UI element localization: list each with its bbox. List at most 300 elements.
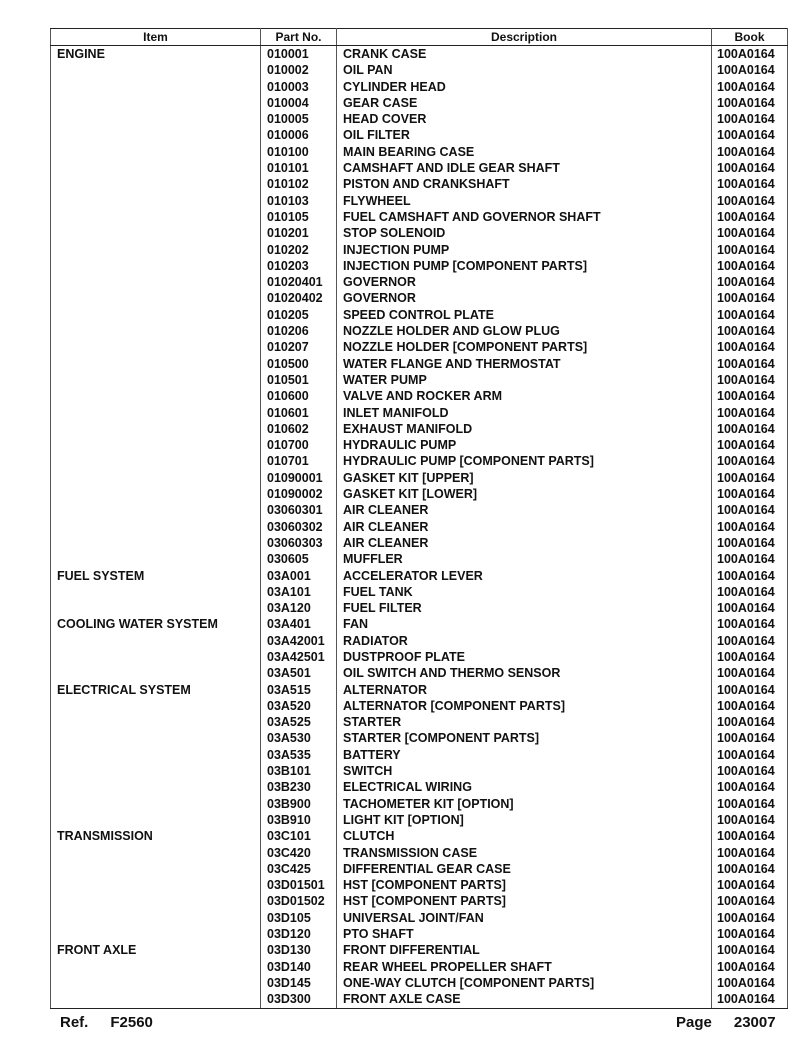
cell-part-no: 010003 bbox=[261, 79, 337, 95]
cell-item bbox=[51, 551, 261, 567]
cell-description: AIR CLEANER bbox=[337, 535, 712, 551]
cell-description: DIFFERENTIAL GEAR CASE bbox=[337, 861, 712, 877]
cell-description: EXHAUST MANIFOLD bbox=[337, 421, 712, 437]
cell-description: ALTERNATOR [COMPONENT PARTS] bbox=[337, 698, 712, 714]
table-row bbox=[51, 796, 788, 812]
cell-book: 100A0164 bbox=[712, 910, 788, 926]
cell-part-no: 03D120 bbox=[261, 926, 337, 942]
cell-item: COOLING WATER SYSTEM bbox=[51, 616, 261, 632]
cell-description: STOP SOLENOID bbox=[337, 225, 712, 241]
cell-description: PTO SHAFT bbox=[337, 926, 712, 942]
cell-description: FUEL CAMSHAFT AND GOVERNOR SHAFT bbox=[337, 209, 712, 225]
cell-part-no: 03060303 bbox=[261, 535, 337, 551]
cell-part-no: 010105 bbox=[261, 209, 337, 225]
cell-part-no: 010202 bbox=[261, 242, 337, 258]
cell-description: GOVERNOR bbox=[337, 290, 712, 306]
table-row bbox=[51, 893, 788, 909]
cell-book: 100A0164 bbox=[712, 62, 788, 78]
cell-description: ACCELERATOR LEVER bbox=[337, 568, 712, 584]
cell-part-no: 010601 bbox=[261, 405, 337, 421]
cell-part-no: 010600 bbox=[261, 388, 337, 404]
cell-part-no: 03A42501 bbox=[261, 649, 337, 665]
cell-book: 100A0164 bbox=[712, 877, 788, 893]
cell-item bbox=[51, 763, 261, 779]
cell-book: 100A0164 bbox=[712, 79, 788, 95]
cell-description: CRANK CASE bbox=[337, 46, 712, 63]
cell-part-no: 010103 bbox=[261, 193, 337, 209]
table-row bbox=[51, 486, 788, 502]
footer-ref bbox=[60, 1014, 153, 1031]
cell-item bbox=[51, 176, 261, 192]
cell-part-no: 03A530 bbox=[261, 730, 337, 746]
cell-item bbox=[51, 62, 261, 78]
cell-description: OIL FILTER bbox=[337, 127, 712, 143]
footer-page bbox=[676, 1014, 776, 1031]
cell-part-no: 03D130 bbox=[261, 942, 337, 958]
table-row bbox=[51, 46, 788, 63]
cell-book: 100A0164 bbox=[712, 893, 788, 909]
header-item: Item bbox=[51, 29, 261, 46]
cell-description: GOVERNOR bbox=[337, 274, 712, 290]
cell-description: CAMSHAFT AND IDLE GEAR SHAFT bbox=[337, 160, 712, 176]
table-row bbox=[51, 453, 788, 469]
cell-description: ELECTRICAL WIRING bbox=[337, 779, 712, 795]
cell-item bbox=[51, 372, 261, 388]
table-row bbox=[51, 779, 788, 795]
cell-item bbox=[51, 111, 261, 127]
cell-description: FLYWHEEL bbox=[337, 193, 712, 209]
table-row bbox=[51, 339, 788, 355]
cell-book: 100A0164 bbox=[712, 975, 788, 991]
header-part-no: Part No. bbox=[261, 29, 337, 46]
cell-book: 100A0164 bbox=[712, 568, 788, 584]
table-row bbox=[51, 763, 788, 779]
cell-item bbox=[51, 144, 261, 160]
cell-description: LIGHT KIT [OPTION] bbox=[337, 812, 712, 828]
cell-description: FAN bbox=[337, 616, 712, 632]
cell-part-no: 010006 bbox=[261, 127, 337, 143]
table-row bbox=[51, 959, 788, 975]
table-row bbox=[51, 600, 788, 616]
cell-book: 100A0164 bbox=[712, 698, 788, 714]
cell-description: OIL SWITCH AND THERMO SENSOR bbox=[337, 665, 712, 681]
table-row bbox=[51, 828, 788, 844]
cell-description: SWITCH bbox=[337, 763, 712, 779]
cell-description: VALVE AND ROCKER ARM bbox=[337, 388, 712, 404]
table-row bbox=[51, 730, 788, 746]
cell-item bbox=[51, 519, 261, 535]
cell-part-no: 03D105 bbox=[261, 910, 337, 926]
cell-part-no: 03A401 bbox=[261, 616, 337, 632]
cell-description: SPEED CONTROL PLATE bbox=[337, 307, 712, 323]
cell-book: 100A0164 bbox=[712, 779, 788, 795]
table-row bbox=[51, 519, 788, 535]
cell-item bbox=[51, 633, 261, 649]
cell-item bbox=[51, 307, 261, 323]
cell-book: 100A0164 bbox=[712, 470, 788, 486]
cell-book: 100A0164 bbox=[712, 95, 788, 111]
cell-book: 100A0164 bbox=[712, 274, 788, 290]
cell-item: TRANSMISSION bbox=[51, 828, 261, 844]
cell-part-no: 010004 bbox=[261, 95, 337, 111]
cell-description: BATTERY bbox=[337, 747, 712, 763]
cell-description: INJECTION PUMP bbox=[337, 242, 712, 258]
cell-item bbox=[51, 747, 261, 763]
table-row bbox=[51, 845, 788, 861]
cell-part-no: 03A42001 bbox=[261, 633, 337, 649]
cell-description: HYDRAULIC PUMP bbox=[337, 437, 712, 453]
table-row bbox=[51, 372, 788, 388]
cell-item bbox=[51, 388, 261, 404]
cell-book: 100A0164 bbox=[712, 926, 788, 942]
cell-description: FUEL TANK bbox=[337, 584, 712, 600]
cell-description: FUEL FILTER bbox=[337, 600, 712, 616]
parts-table bbox=[50, 28, 788, 1009]
cell-book: 100A0164 bbox=[712, 812, 788, 828]
cell-part-no: 03C101 bbox=[261, 828, 337, 844]
cell-book: 100A0164 bbox=[712, 991, 788, 1008]
cell-item bbox=[51, 225, 261, 241]
cell-description: RADIATOR bbox=[337, 633, 712, 649]
cell-part-no: 010207 bbox=[261, 339, 337, 355]
table-body bbox=[51, 46, 788, 1009]
table-row bbox=[51, 388, 788, 404]
table-row bbox=[51, 502, 788, 518]
cell-book: 100A0164 bbox=[712, 339, 788, 355]
cell-part-no: 03D145 bbox=[261, 975, 337, 991]
cell-part-no: 010203 bbox=[261, 258, 337, 274]
cell-part-no: 03A520 bbox=[261, 698, 337, 714]
table-row bbox=[51, 437, 788, 453]
cell-item bbox=[51, 79, 261, 95]
cell-description: UNIVERSAL JOINT/FAN bbox=[337, 910, 712, 926]
cell-item bbox=[51, 274, 261, 290]
cell-item: FRONT AXLE bbox=[51, 942, 261, 958]
table-row bbox=[51, 682, 788, 698]
cell-item bbox=[51, 486, 261, 502]
cell-description: GEAR CASE bbox=[337, 95, 712, 111]
cell-item bbox=[51, 584, 261, 600]
table-row bbox=[51, 111, 788, 127]
cell-item bbox=[51, 209, 261, 225]
cell-item bbox=[51, 160, 261, 176]
cell-description: STARTER [COMPONENT PARTS] bbox=[337, 730, 712, 746]
cell-item bbox=[51, 779, 261, 795]
cell-description: HST [COMPONENT PARTS] bbox=[337, 877, 712, 893]
cell-item bbox=[51, 861, 261, 877]
cell-part-no: 010002 bbox=[261, 62, 337, 78]
cell-book: 100A0164 bbox=[712, 242, 788, 258]
cell-item bbox=[51, 698, 261, 714]
cell-book: 100A0164 bbox=[712, 258, 788, 274]
cell-book: 100A0164 bbox=[712, 209, 788, 225]
cell-book: 100A0164 bbox=[712, 665, 788, 681]
cell-book: 100A0164 bbox=[712, 323, 788, 339]
cell-book: 100A0164 bbox=[712, 763, 788, 779]
cell-part-no: 03A535 bbox=[261, 747, 337, 763]
table-row bbox=[51, 616, 788, 632]
cell-description: TRANSMISSION CASE bbox=[337, 845, 712, 861]
table-row bbox=[51, 421, 788, 437]
cell-part-no: 01090001 bbox=[261, 470, 337, 486]
cell-description: STARTER bbox=[337, 714, 712, 730]
cell-description: ALTERNATOR bbox=[337, 682, 712, 698]
cell-part-no: 03C425 bbox=[261, 861, 337, 877]
cell-item bbox=[51, 714, 261, 730]
cell-item bbox=[51, 421, 261, 437]
cell-description: TACHOMETER KIT [OPTION] bbox=[337, 796, 712, 812]
cell-description: OIL PAN bbox=[337, 62, 712, 78]
cell-description: GASKET KIT [UPPER] bbox=[337, 470, 712, 486]
cell-book: 100A0164 bbox=[712, 502, 788, 518]
cell-description: REAR WHEEL PROPELLER SHAFT bbox=[337, 959, 712, 975]
cell-part-no: 010101 bbox=[261, 160, 337, 176]
cell-book: 100A0164 bbox=[712, 519, 788, 535]
cell-item bbox=[51, 975, 261, 991]
cell-description: ONE-WAY CLUTCH [COMPONENT PARTS] bbox=[337, 975, 712, 991]
table-row bbox=[51, 79, 788, 95]
cell-book: 100A0164 bbox=[712, 486, 788, 502]
table-row bbox=[51, 633, 788, 649]
cell-description: CYLINDER HEAD bbox=[337, 79, 712, 95]
cell-book: 100A0164 bbox=[712, 144, 788, 160]
table-row bbox=[51, 698, 788, 714]
cell-book: 100A0164 bbox=[712, 193, 788, 209]
cell-book: 100A0164 bbox=[712, 828, 788, 844]
cell-part-no: 010602 bbox=[261, 421, 337, 437]
cell-item bbox=[51, 290, 261, 306]
table-row bbox=[51, 225, 788, 241]
cell-part-no: 03B230 bbox=[261, 779, 337, 795]
table-row bbox=[51, 176, 788, 192]
cell-part-no: 03060302 bbox=[261, 519, 337, 535]
cell-part-no: 010700 bbox=[261, 437, 337, 453]
cell-item bbox=[51, 665, 261, 681]
table-row bbox=[51, 568, 788, 584]
cell-item bbox=[51, 991, 261, 1008]
cell-part-no: 01020402 bbox=[261, 290, 337, 306]
cell-part-no: 010005 bbox=[261, 111, 337, 127]
cell-part-no: 010201 bbox=[261, 225, 337, 241]
cell-book: 100A0164 bbox=[712, 796, 788, 812]
table-row bbox=[51, 242, 788, 258]
table-row bbox=[51, 535, 788, 551]
table-row bbox=[51, 307, 788, 323]
cell-part-no: 03D140 bbox=[261, 959, 337, 975]
table-row bbox=[51, 323, 788, 339]
table-row bbox=[51, 812, 788, 828]
cell-part-no: 03A120 bbox=[261, 600, 337, 616]
cell-part-no: 010701 bbox=[261, 453, 337, 469]
cell-book: 100A0164 bbox=[712, 453, 788, 469]
cell-book: 100A0164 bbox=[712, 46, 788, 63]
table-row bbox=[51, 665, 788, 681]
cell-part-no: 010205 bbox=[261, 307, 337, 323]
table-row bbox=[51, 584, 788, 600]
cell-book: 100A0164 bbox=[712, 421, 788, 437]
table-row bbox=[51, 470, 788, 486]
cell-description: PISTON AND CRANKSHAFT bbox=[337, 176, 712, 192]
cell-book: 100A0164 bbox=[712, 111, 788, 127]
cell-book: 100A0164 bbox=[712, 730, 788, 746]
cell-item bbox=[51, 910, 261, 926]
cell-part-no: 010501 bbox=[261, 372, 337, 388]
table-row bbox=[51, 290, 788, 306]
cell-description: GASKET KIT [LOWER] bbox=[337, 486, 712, 502]
cell-item bbox=[51, 796, 261, 812]
cell-description: CLUTCH bbox=[337, 828, 712, 844]
cell-item: FUEL SYSTEM bbox=[51, 568, 261, 584]
cell-book: 100A0164 bbox=[712, 388, 788, 404]
cell-item bbox=[51, 893, 261, 909]
cell-item bbox=[51, 845, 261, 861]
cell-item bbox=[51, 437, 261, 453]
cell-item bbox=[51, 470, 261, 486]
cell-description: HEAD COVER bbox=[337, 111, 712, 127]
cell-description: NOZZLE HOLDER AND GLOW PLUG bbox=[337, 323, 712, 339]
table-row bbox=[51, 209, 788, 225]
cell-part-no: 03C420 bbox=[261, 845, 337, 861]
cell-book: 100A0164 bbox=[712, 225, 788, 241]
cell-book: 100A0164 bbox=[712, 356, 788, 372]
cell-book: 100A0164 bbox=[712, 845, 788, 861]
table-row bbox=[51, 991, 788, 1008]
cell-part-no: 010206 bbox=[261, 323, 337, 339]
table-row bbox=[51, 714, 788, 730]
cell-book: 100A0164 bbox=[712, 290, 788, 306]
cell-book: 100A0164 bbox=[712, 307, 788, 323]
header-book: Book bbox=[712, 29, 788, 46]
cell-description: AIR CLEANER bbox=[337, 502, 712, 518]
cell-book: 100A0164 bbox=[712, 616, 788, 632]
cell-part-no: 01090002 bbox=[261, 486, 337, 502]
cell-book: 100A0164 bbox=[712, 942, 788, 958]
table-row bbox=[51, 910, 788, 926]
cell-part-no: 010102 bbox=[261, 176, 337, 192]
table-row bbox=[51, 127, 788, 143]
table-row bbox=[51, 405, 788, 421]
cell-book: 100A0164 bbox=[712, 861, 788, 877]
cell-book: 100A0164 bbox=[712, 160, 788, 176]
parts-index-sheet bbox=[50, 28, 787, 1009]
cell-item bbox=[51, 242, 261, 258]
cell-item bbox=[51, 812, 261, 828]
cell-item bbox=[51, 356, 261, 372]
cell-part-no: 03A515 bbox=[261, 682, 337, 698]
cell-part-no: 03060301 bbox=[261, 502, 337, 518]
cell-book: 100A0164 bbox=[712, 600, 788, 616]
cell-part-no: 010100 bbox=[261, 144, 337, 160]
cell-book: 100A0164 bbox=[712, 437, 788, 453]
table-row bbox=[51, 160, 788, 176]
table-row bbox=[51, 649, 788, 665]
cell-book: 100A0164 bbox=[712, 372, 788, 388]
cell-book: 100A0164 bbox=[712, 584, 788, 600]
table-row bbox=[51, 942, 788, 958]
cell-description: MUFFLER bbox=[337, 551, 712, 567]
cell-item bbox=[51, 502, 261, 518]
table-row bbox=[51, 62, 788, 78]
cell-item bbox=[51, 193, 261, 209]
cell-part-no: 03D300 bbox=[261, 991, 337, 1008]
ref-value: F2560 bbox=[110, 1014, 153, 1031]
cell-item bbox=[51, 649, 261, 665]
table-row bbox=[51, 356, 788, 372]
header-description: Description bbox=[337, 29, 712, 46]
cell-item bbox=[51, 127, 261, 143]
cell-item bbox=[51, 730, 261, 746]
cell-book: 100A0164 bbox=[712, 747, 788, 763]
cell-item bbox=[51, 877, 261, 893]
cell-description: HST [COMPONENT PARTS] bbox=[337, 893, 712, 909]
cell-item bbox=[51, 405, 261, 421]
cell-book: 100A0164 bbox=[712, 633, 788, 649]
cell-book: 100A0164 bbox=[712, 535, 788, 551]
cell-part-no: 01020401 bbox=[261, 274, 337, 290]
cell-part-no: 03A525 bbox=[261, 714, 337, 730]
cell-item bbox=[51, 926, 261, 942]
cell-description: INJECTION PUMP [COMPONENT PARTS] bbox=[337, 258, 712, 274]
table-row bbox=[51, 144, 788, 160]
cell-description: DUSTPROOF PLATE bbox=[337, 649, 712, 665]
cell-item bbox=[51, 600, 261, 616]
ref-label: Ref. bbox=[60, 1014, 89, 1031]
cell-description: FRONT DIFFERENTIAL bbox=[337, 942, 712, 958]
cell-book: 100A0164 bbox=[712, 127, 788, 143]
cell-part-no: 010500 bbox=[261, 356, 337, 372]
cell-book: 100A0164 bbox=[712, 714, 788, 730]
cell-part-no: 03A001 bbox=[261, 568, 337, 584]
cell-part-no: 03B900 bbox=[261, 796, 337, 812]
table-header-row bbox=[51, 29, 788, 46]
cell-description: MAIN BEARING CASE bbox=[337, 144, 712, 160]
table-row bbox=[51, 877, 788, 893]
cell-part-no: 03D01501 bbox=[261, 877, 337, 893]
cell-book: 100A0164 bbox=[712, 405, 788, 421]
cell-description: AIR CLEANER bbox=[337, 519, 712, 535]
page-label: Page bbox=[676, 1014, 712, 1031]
cell-item bbox=[51, 258, 261, 274]
cell-item bbox=[51, 959, 261, 975]
cell-item: ELECTRICAL SYSTEM bbox=[51, 682, 261, 698]
cell-item bbox=[51, 95, 261, 111]
cell-part-no: 03D01502 bbox=[261, 893, 337, 909]
table-row bbox=[51, 551, 788, 567]
cell-description: NOZZLE HOLDER [COMPONENT PARTS] bbox=[337, 339, 712, 355]
table-row bbox=[51, 747, 788, 763]
cell-part-no: 030605 bbox=[261, 551, 337, 567]
cell-item bbox=[51, 453, 261, 469]
cell-part-no: 03B910 bbox=[261, 812, 337, 828]
table-row bbox=[51, 926, 788, 942]
table-row bbox=[51, 95, 788, 111]
cell-description: HYDRAULIC PUMP [COMPONENT PARTS] bbox=[337, 453, 712, 469]
cell-item bbox=[51, 339, 261, 355]
cell-item: ENGINE bbox=[51, 46, 261, 63]
table-row bbox=[51, 258, 788, 274]
page-number: 23007 bbox=[733, 1014, 776, 1031]
cell-description: WATER FLANGE AND THERMOSTAT bbox=[337, 356, 712, 372]
cell-book: 100A0164 bbox=[712, 682, 788, 698]
cell-description: WATER PUMP bbox=[337, 372, 712, 388]
cell-book: 100A0164 bbox=[712, 959, 788, 975]
table-row bbox=[51, 193, 788, 209]
cell-description: INLET MANIFOLD bbox=[337, 405, 712, 421]
cell-book: 100A0164 bbox=[712, 176, 788, 192]
cell-item bbox=[51, 535, 261, 551]
cell-description: FRONT AXLE CASE bbox=[337, 991, 712, 1008]
cell-book: 100A0164 bbox=[712, 551, 788, 567]
